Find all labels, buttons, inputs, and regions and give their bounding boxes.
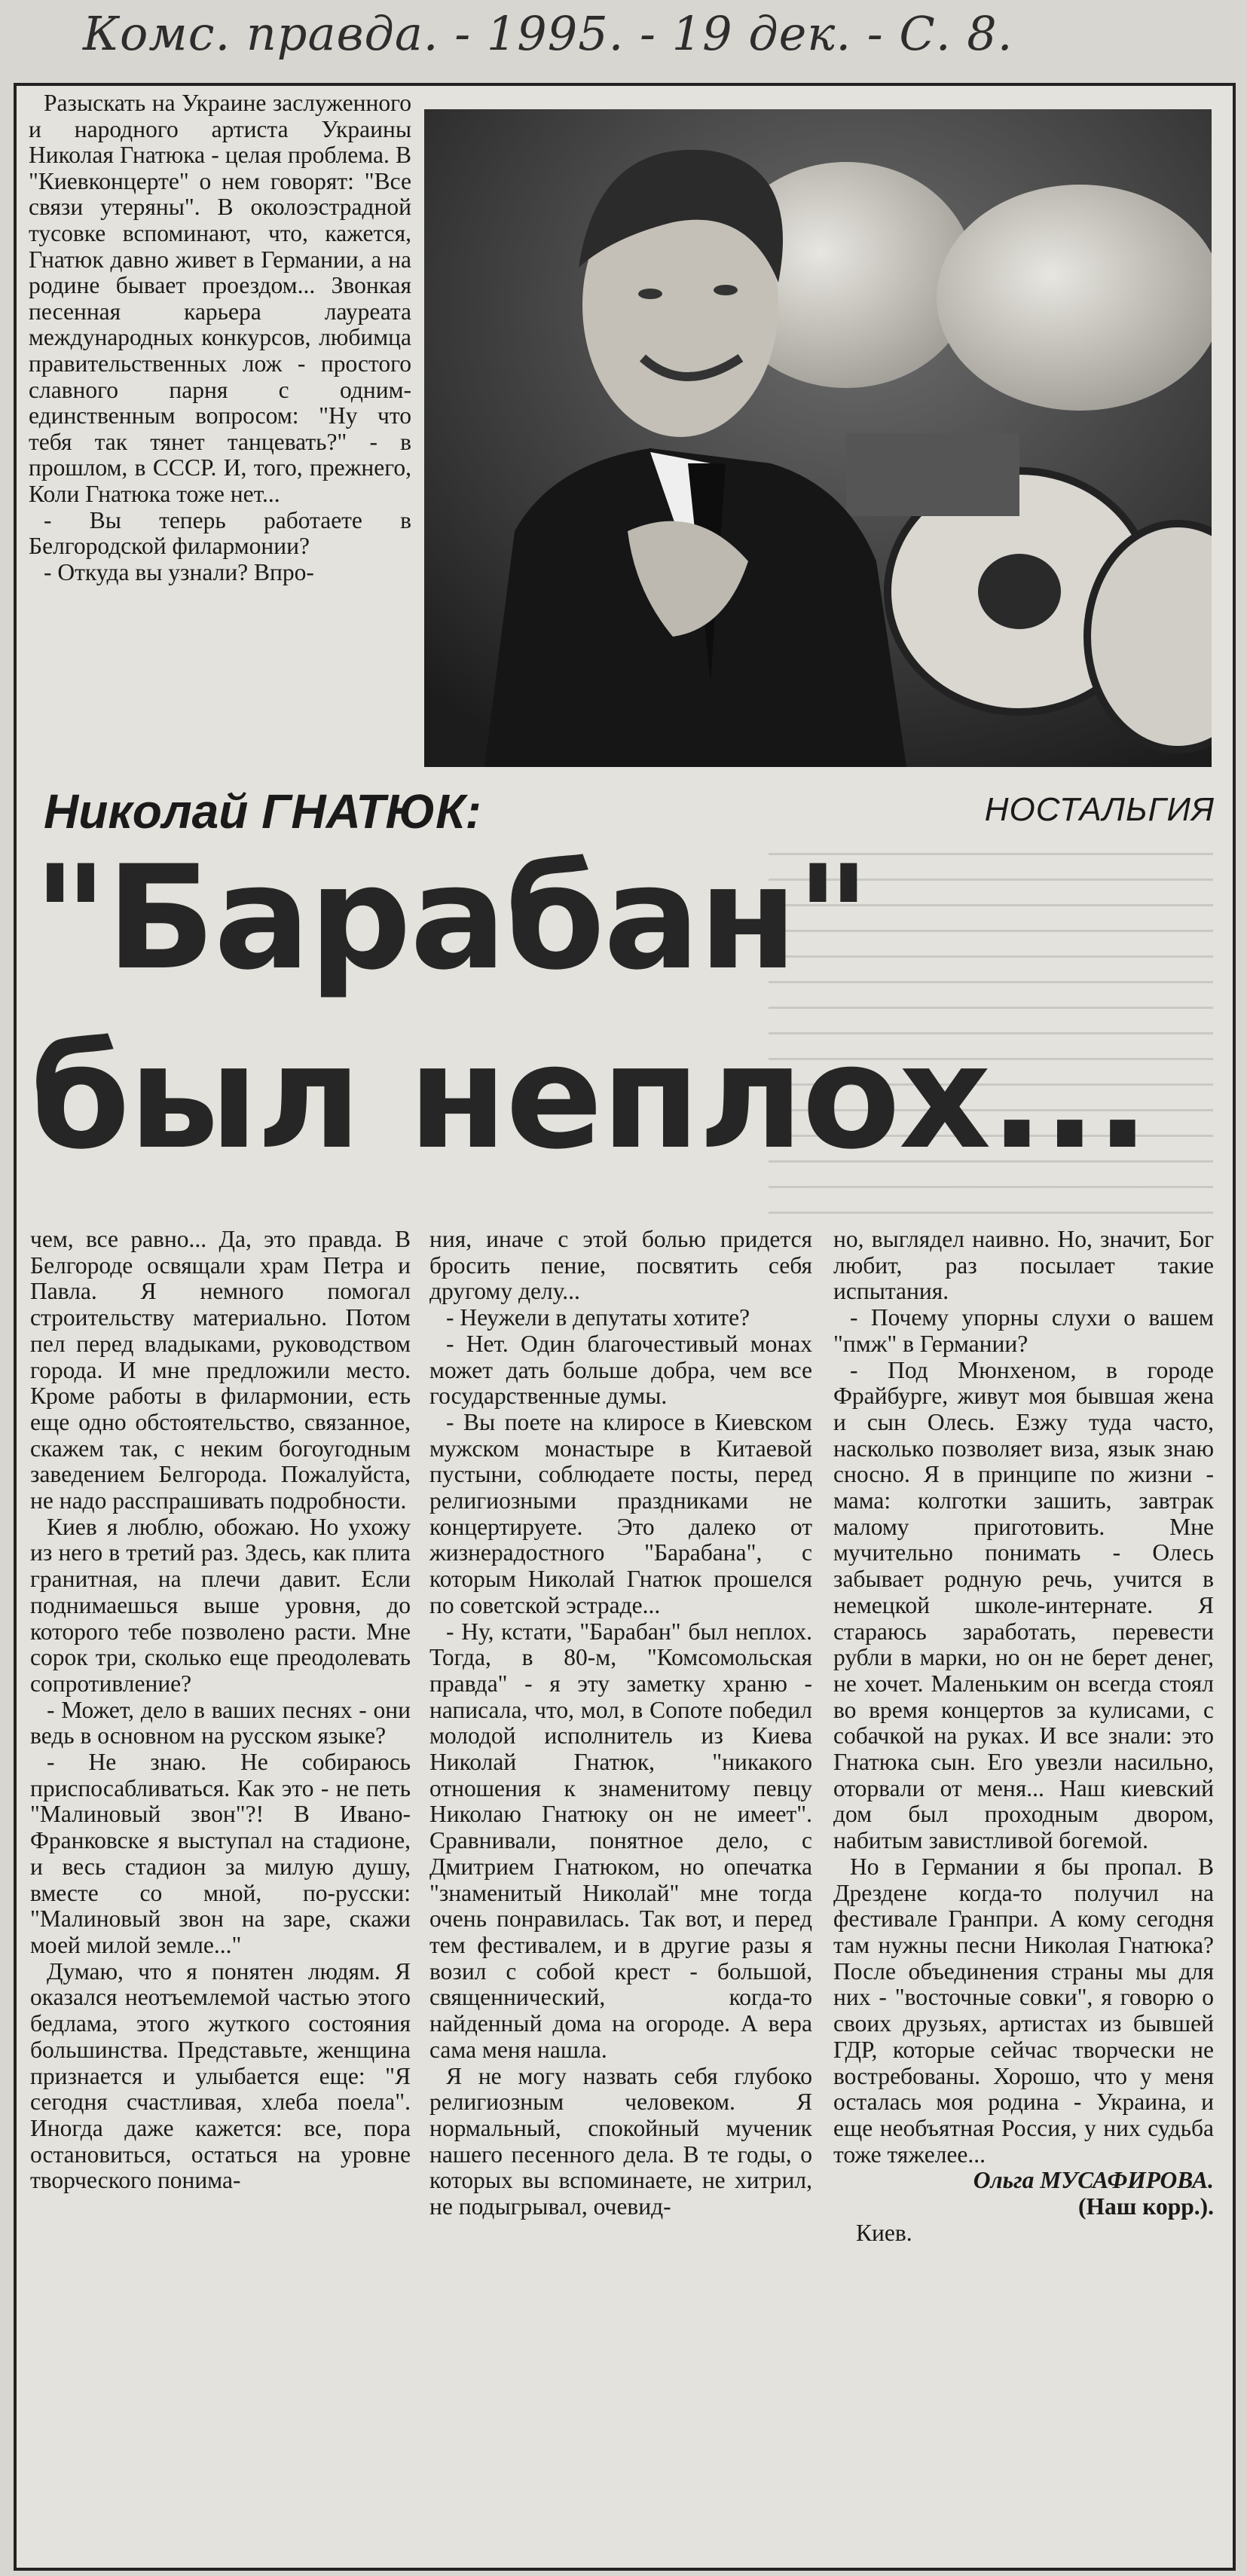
paragraph: - Почему упорны слухи о вашем "пмж" в Германии? [833,1304,1214,1357]
dateline-city: Киев. [856,2219,912,2246]
paragraph: но, выглядел наивно. Но, значит, Бог любит, раз посылает такие испытания. [833,1226,1214,1305]
paragraph: Но в Германии я бы пропал. В Дрездене когда-то получил на фестивале Гранпри. А кому сегодня там нужны песни Николая Гнатюка? После объединения страны мы для них - "восточные совки", я говорю о своих друзьях, артистах из бывшей ГДР, которые сейчас творчески не востребованы. Хорошо, что у меня осталась моя родина - Украина, и еще необъятная Россия, у них судьба тоже тяжелее... [833,1853,1214,2168]
paragraph: Киев я люблю, обожаю. Но ухожу из него в третий раз. Здесь, как плита гранитная, на плечи давит. Если поднимаешься выше уровня, до которого тебе позволено расти. Мне сорок три, сколько еще преодолевать сопротивление? [30,1513,411,1697]
paragraph: - Под Мюнхеном, в городе Фрайбурге, живут моя бывшая жена и сын Олесь. Езжу туда часто, насколько позволяет виза, язык знаю сносно. Я в принципе по жизни - мама: колготки зашить, завтрак малому приготовить. Мне мучительно понимать - Олесь забывает родную речь, учится в немецкой школе-интернате. Я стараюсь заработать, перевести рубли в марки, но он не берет денег, не хочет. Маленьким он всегда стоял во время концертов за кулисами, с собачкой на руках. И все знали: это Гнатюка сын. Его увезли насильно, оторвали от меня... Наш киевский дом был проходным двором, набитым завистливой богемой. [833,1356,1214,1854]
article-column-2 [429,1227,812,2220]
paragraph: Думаю, что я понятен людям. Я оказался неотъемлемой частью этого бедлама, этого жуткого состояния большинства. Представьте, женщина признается и улыбается еще: "Я сегодня счастливая, хлеба поела". Иногда даже кажется: все, пора остановиться, остаться на уровне творческого понима- [30,1957,411,2194]
author-signature: Ольга МУСАФИРОВА. [973,2167,1214,2194]
paragraph: - Нет. Один благочестивый монах может дать больше добра, чем все государственные думы. [429,1330,812,1410]
paragraph: - Ну, кстати, "Барабан" был неплох. Тогда, в 80-м, "Комсомольская правда" - я эту заметку храню - написала, что, мол, в Сопоте победил молодой исполнитель из Киева Николай Гнатюк, "никакого отношения к знаменитому певцу Николаю Гнатюку он не имеет". Сравнивали, понятное дело, с Дмитрием Гнатюком, но опечатка "знаменитый Николай" мне тогда очень понравилась. Так вот, и перед тем фестивалем, и в другие разы я возил с собой крест - большой, священнический, когда-то найденный дома на огороде. А вера сама меня нашла. [429,1618,812,2063]
lead-paragraph: Разыскать на Украине заслуженного и народного артиста Украины Николая Гнатюка - целая проблема. В "Киевконцерте" о нем говорят: "Все связи утеряны". В околоэстрадной тусовке вспоминают, что, кажется, Гнатюк давно живет в Германии, а на родине бывает проездом... Звонкая песенная карьера лауреата международных конкурсов, любимца правительственных лож - простого славного парня с одним-единственным вопросом: "Ну что тебя так тянет танцевать?" - в прошлом, в СССР. И, того, прежнего, Коли Гнатюка тоже нет... [29,90,411,507]
headline [30,829,1221,1187]
paragraph: - Может, дело в ваших песнях - они ведь в основном на русском языке? [30,1696,411,1749]
paragraph: Я не могу назвать себя глубоко религиозным человеком. Я нормальный, спокойный мученик нашего песенного дела. В те годы, о которых вы вспоминаете, не хитрил, не подыгрывал, очевид- [429,2062,812,2220]
paragraph: - Вы поете на клиросе в Киевском мужском монастыре в Китаевой пустыни, соблюдаете посты, перед религиозными праздниками не концертируете. Это далеко от жизнерадостного "Барабана", с которым Николай Гнатюк прошелся по советской эстраде... [429,1408,812,1618]
paragraph: - Неужели в депутаты хотите? [446,1304,750,1331]
paragraph: чем, все равно... Да, это правда. В Белгороде освящали храм Петра и Павла. Я немного помогал строительству материально. Потом пел перед владыками, руководством города. И мне предложили место. Кроме работы в филармонии, есть еще одно обстоятельство, связанное, скажем так, с неким богоугодным заведением Белгорода. Пожалуйста, не надо расспрашивать подробности. [30,1226,411,1514]
singer-photo [424,109,1212,767]
handwritten-source-note: Комс. правда. - 1995. - 19 дек. - С. 8. [83,6,1013,61]
headline-line-1: "Барабан" [33,835,870,1001]
singer-photo-graphic [424,109,1212,767]
article-column-3 [833,1227,1214,2246]
author-note: (Наш корр.). [1078,2193,1214,2220]
byline: Николай ГНАТЮК: [44,784,481,839]
lead-column [29,90,411,585]
lead-paragraph: - Откуда вы узнали? Впро- [44,558,314,585]
paragraph: - Не знаю. Не собираюсь приспосабливаться. Как это - не петь "Малиновый звон"?! В Ивано-Франковске я выступал на стадионе, и весь стадион за милую душу, вместе со мной, по-русски: "Малиновый звон на заре, скажи моей милой земле..." [30,1749,411,1958]
article-column-1 [30,1227,411,2194]
rubric-label: НОСТАЛЬГИЯ [984,791,1215,828]
lead-paragraph: - Вы теперь работаете в Белгородской филармонии? [29,506,411,560]
headline-line-2: был неплох... [30,1014,1148,1181]
paragraph: ния, иначе с этой болью придется бросить пение, посвятить себя другому делу... [429,1226,812,1305]
